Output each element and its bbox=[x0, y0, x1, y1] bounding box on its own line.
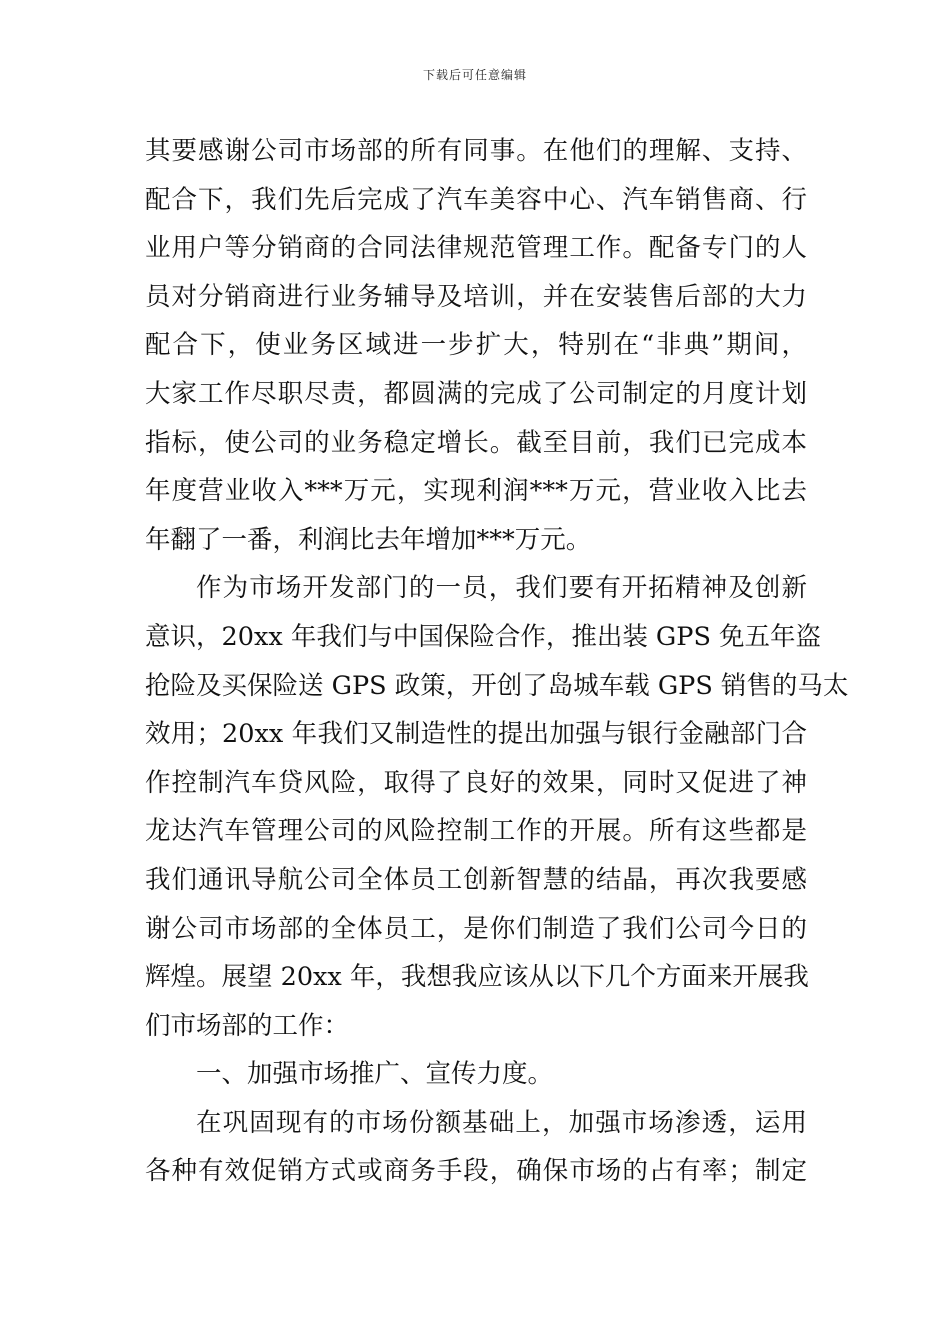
text-line: 大家工作尽职尽责，都圆满的完成了公司制定的月度计划 bbox=[145, 378, 807, 409]
text-line: 我们通讯导航公司全体员工创新智慧的结晶，再次我要感 bbox=[145, 864, 807, 895]
text-line: 业用户等分销商的合同法律规范管理工作。配备专门的人 bbox=[145, 233, 807, 264]
text-line: 意识，20xx 年我们与中国保险合作，推出装 GPS 免五年盗 bbox=[145, 621, 822, 652]
text-line: 效用；20xx 年我们又制造性的提出加强与银行金融部门合 bbox=[145, 719, 807, 750]
document-body bbox=[145, 127, 849, 1196]
text-line: 在巩固现有的市场份额基础上，加强市场渗透，运用 bbox=[196, 1107, 807, 1138]
text-line: 作为市场开发部门的一员，我们要有开拓精神及创新 bbox=[196, 573, 807, 604]
text-line: 一、加强市场推广、宣传力度。 bbox=[196, 1059, 554, 1090]
text-line: 作控制汽车贷风险，取得了良好的效果，同时又促进了神 bbox=[145, 767, 807, 798]
text-line: 谢公司市场部的全体员工，是你们制造了我们公司今日的 bbox=[145, 913, 807, 944]
page-header: 下载后可任意编辑 bbox=[422, 68, 527, 82]
text-line: 其要感谢公司市场部的所有同事。在他们的理解、支持、 bbox=[145, 136, 807, 166]
text-line: 年翻了一番，利润比去年增加***万元。 bbox=[145, 524, 592, 555]
text-line: 龙达汽车管理公司的风险控制工作的开展。所有这些都是 bbox=[145, 816, 807, 847]
text-line: 抢险及买保险送 GPS 政策，开创了岛城车载 GPS 销售的马太 bbox=[145, 670, 849, 701]
text-line: 们市场部的工作： bbox=[145, 1010, 350, 1041]
text-line: 年度营业收入***万元，实现利润***万元，营业收入比去 bbox=[145, 476, 807, 507]
text-line: 各种有效促销方式或商务手段，确保市场的占有率；制定 bbox=[145, 1156, 807, 1187]
text-line: 配合下，使业务区域进一步扩大，特别在“非典”期间， bbox=[145, 330, 807, 361]
text-line: 配合下，我们先后完成了汽车美容中心、汽车销售商、行 bbox=[145, 184, 807, 215]
text-line: 员对分销商进行业务辅导及培训，并在安装售后部的大力 bbox=[145, 281, 807, 312]
text-line: 辉煌。展望 20xx 年，我想我应该从以下几个方面来开展我 bbox=[145, 962, 809, 993]
text-line: 指标，使公司的业务稳定增长。截至目前，我们已完成本 bbox=[145, 427, 807, 458]
